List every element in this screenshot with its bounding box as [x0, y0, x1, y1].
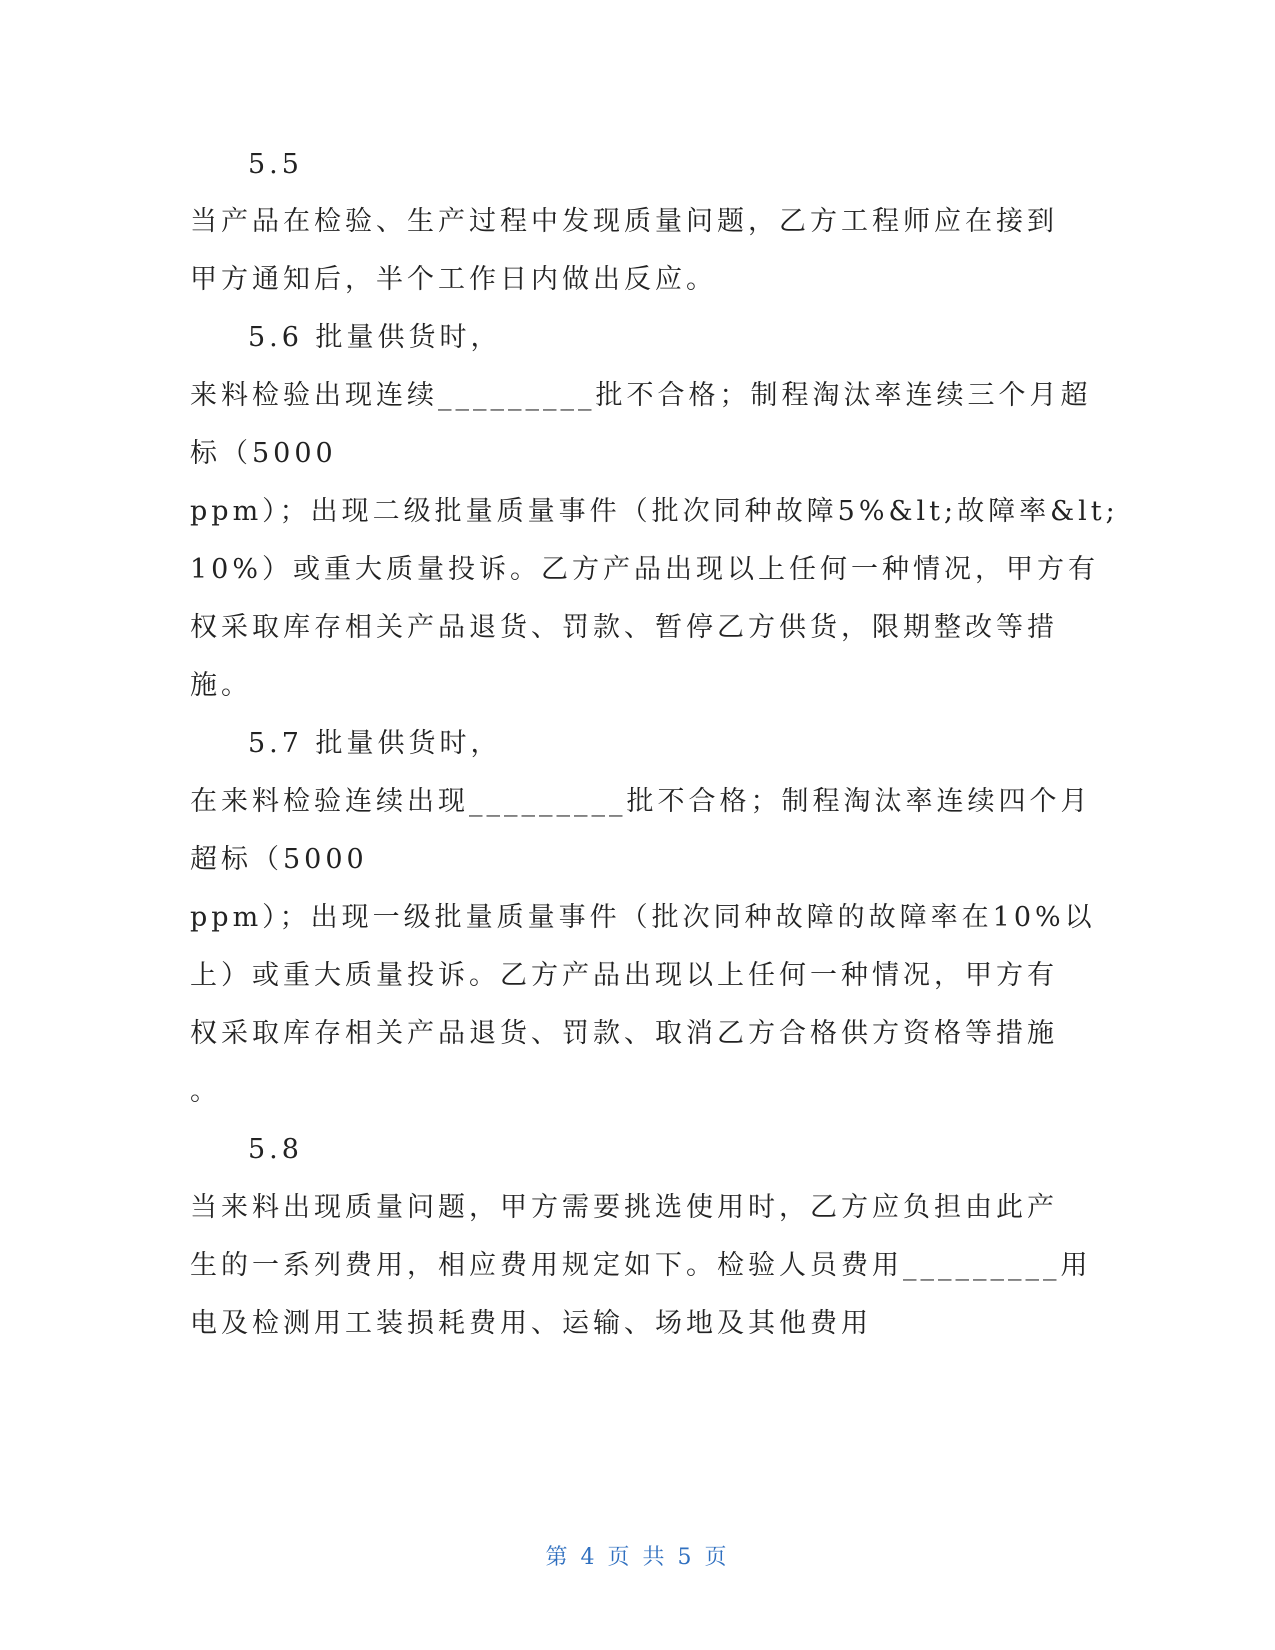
section-heading-5-6: 5.6 批量供货时，: [248, 322, 502, 353]
section-number-5-8: 5.8: [248, 1134, 303, 1165]
paragraph-line: 生的一系列费用，相应费用规定如下。检验人员费用_________用: [190, 1250, 1092, 1281]
paragraph-line: 当来料出现质量问题，甲方需要挑选使用时，乙方应负担由此产: [190, 1192, 1058, 1223]
paragraph-line: 权采取库存相关产品退货、罚款、取消乙方合格供方资格等措施: [190, 1018, 1058, 1049]
paragraph-line: 10%）或重大质量投诉。乙方产品出现以上任何一种情况，甲方有: [190, 554, 1100, 585]
paragraph-line: 来料检验出现连续_________批不合格；制程淘汰率连续三个月超: [190, 380, 1092, 411]
paragraph-line: 施。: [190, 670, 252, 701]
paragraph-line: ppm）；出现一级批量质量事件（批次同种故障的故障率在10%以: [190, 902, 1096, 933]
paragraph-line: ppm）；出现二级批量质量事件（批次同种故障5%&lt;故障率&lt;: [190, 496, 1119, 527]
paragraph-line: 甲方通知后，半个工作日内做出反应。: [190, 264, 717, 295]
paragraph-line: 权采取库存相关产品退货、罚款、暂停乙方供货，限期整改等措: [190, 612, 1058, 643]
paragraph-line: 超标（5000: [190, 844, 368, 875]
page-footer: 第 4 页 共 5 页: [545, 1545, 730, 1570]
paragraph-line: 当产品在检验、生产过程中发现质量问题，乙方工程师应在接到: [190, 206, 1058, 237]
paragraph-line: 上）或重大质量投诉。乙方产品出现以上任何一种情况，甲方有: [190, 960, 1058, 991]
section-heading-5-7: 5.7 批量供货时，: [248, 728, 502, 759]
paragraph-line: 。: [190, 1076, 221, 1107]
paragraph-line: 标（5000: [190, 438, 337, 469]
paragraph-line: 电及检测用工装损耗费用、运输、场地及其他费用: [190, 1308, 872, 1339]
paragraph-line: 在来料检验连续出现_________批不合格；制程淘汰率连续四个月: [190, 786, 1092, 817]
section-number-5-5: 5.5: [248, 149, 303, 180]
